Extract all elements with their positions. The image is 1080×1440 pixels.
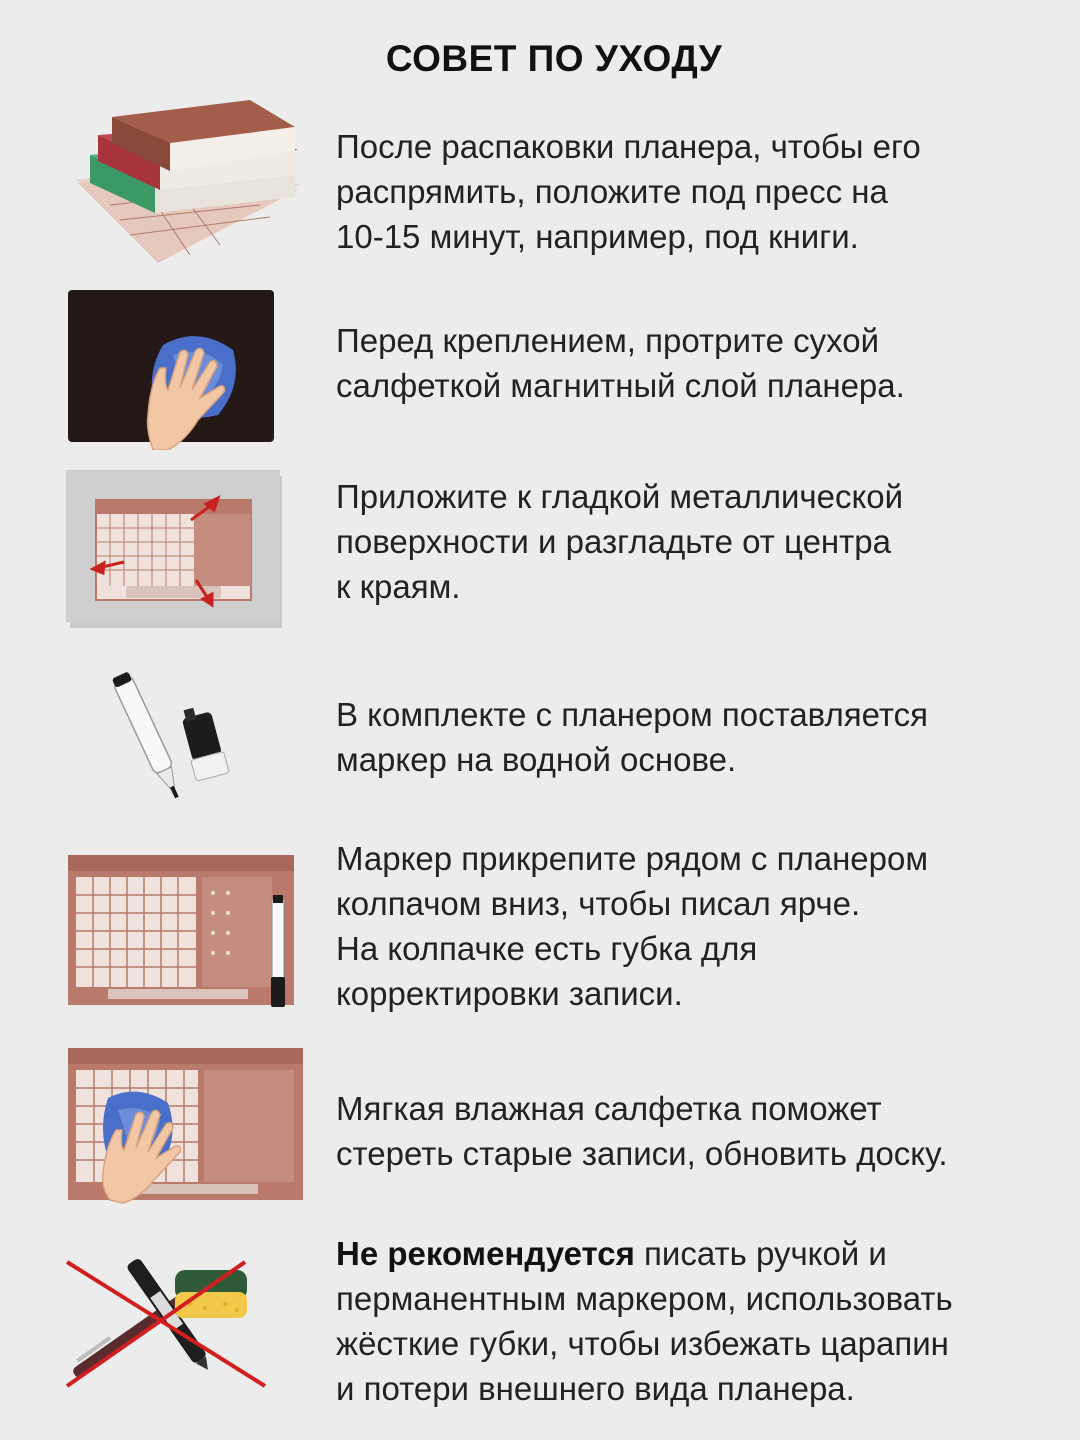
planner-with-marker-icon	[68, 855, 298, 1015]
smooth-planner-icon	[66, 470, 286, 630]
tip-text-line: Перед креплением, протрите сухой	[336, 322, 880, 359]
tip-text-line: к краям.	[336, 568, 461, 605]
wipe-planner-icon	[68, 1048, 308, 1208]
not-recommended-label: Не рекомендуется	[336, 1235, 635, 1272]
tip-text-line: распрямить, положите под пресс на	[336, 173, 888, 210]
tip-text-line: поверхности и разгладьте от центра	[336, 523, 891, 560]
tip-text-line: корректировки записи.	[336, 975, 683, 1012]
books-press-icon	[70, 95, 310, 265]
tip-text-line: перманентным маркером, использовать	[336, 1280, 953, 1317]
tip-text-line: маркер на водной основе.	[336, 741, 737, 778]
tip-text-line: колпачом вниз, чтобы писал ярче.	[336, 885, 861, 922]
not-recommended-pens-icon	[65, 1252, 275, 1392]
tip-text-line: жёсткие губки, чтобы избежать царапин	[336, 1325, 949, 1362]
wipe-magnetic-layer-icon	[68, 290, 278, 450]
tip-text-fragment: писать ручкой и	[634, 1235, 887, 1272]
tip-text-line: и потери внешнего вида планера.	[336, 1370, 855, 1407]
tip-text-line: салфеткой магнитный слой планера.	[336, 367, 905, 404]
tip-text-line: 10-15 минут, например, под книги.	[336, 218, 859, 255]
tip-text-line	[336, 1231, 1036, 1276]
tip-text-line: После распаковки планера, чтобы его	[336, 128, 921, 165]
tip-text-line: Приложите к гладкой металлической	[336, 478, 904, 515]
tip-text-line: стереть старые записи, обновить доску.	[336, 1135, 948, 1172]
page-title: СОВЕТ ПО УХОДУ	[385, 38, 723, 79]
tip-text-line: Мягкая влажная салфетка поможет	[336, 1090, 882, 1127]
tip-text-line: На колпачке есть губка для	[336, 930, 758, 967]
marker-icon	[110, 665, 250, 815]
tip-text-line: Маркер прикрепите рядом с планером	[336, 840, 929, 877]
tip-text-line: В комплекте с планером поставляется	[336, 696, 928, 733]
